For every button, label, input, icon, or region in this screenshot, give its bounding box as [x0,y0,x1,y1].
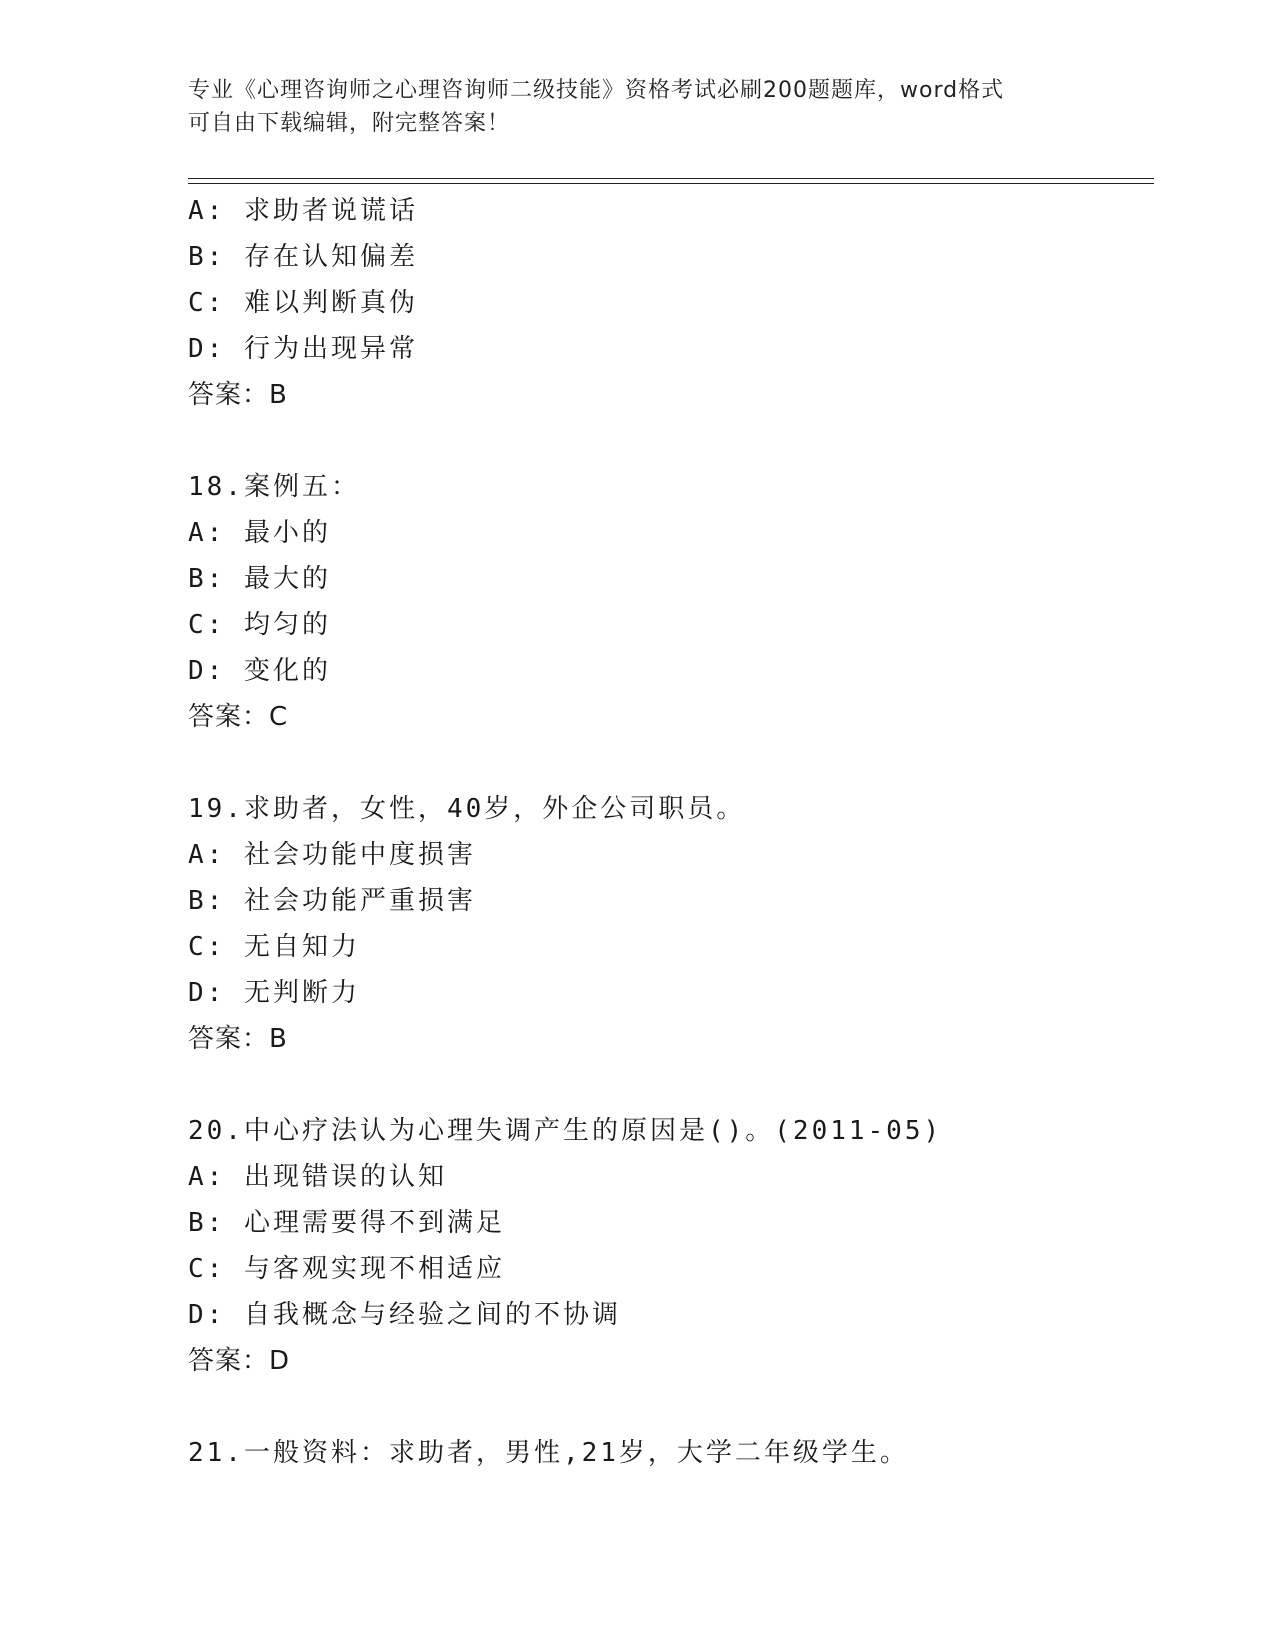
question-20 [188,1108,1154,1384]
question-text: 20.中心疗法认为心理失调产生的原因是()。(2011-05) [188,1116,943,1146]
answer: 答案：B [188,380,288,410]
header-line-1: 专业《心理咨询师之心理咨询师二级技能》资格考试必刷200题题库，word格式 [188,78,1005,103]
option-b: B: 最大的 [188,564,331,594]
question-18 [188,464,1154,740]
header-divider-top [188,178,1154,179]
question-list [188,188,1154,1476]
question-21 [188,1430,1154,1476]
spacer [188,740,1154,786]
spacer [188,418,1154,464]
option-d: D: 行为出现异常 [188,334,418,364]
option-b: B: 存在认知偏差 [188,242,418,272]
document-header [188,74,1088,140]
option-a: A: 求助者说谎话 [188,196,418,226]
option-d: D: 无判断力 [188,978,360,1008]
option-a: A: 社会功能中度损害 [188,840,476,870]
answer: 答案：B [188,1024,288,1054]
question-text: 21.一般资料：求助者，男性,21岁，大学二年级学生。 [188,1438,909,1468]
answer: 答案：C [188,702,289,732]
option-a: A: 最小的 [188,518,331,548]
option-c: C: 与客观实现不相适应 [188,1254,505,1284]
option-b: B: 心理需要得不到满足 [188,1208,505,1238]
option-d: D: 自我概念与经验之间的不协调 [188,1300,621,1330]
option-c: C: 无自知力 [188,932,360,962]
option-d: D: 变化的 [188,656,331,686]
question-text: 18.案例五： [188,472,360,502]
spacer [188,1384,1154,1430]
question-17-continued [188,188,1154,418]
option-c: C: 难以判断真伪 [188,288,418,318]
question-19 [188,786,1154,1062]
option-a: A: 出现错误的认知 [188,1162,447,1192]
option-c: C: 均匀的 [188,610,331,640]
header-line-2: 可自由下载编辑，附完整答案！ [188,111,511,136]
answer: 答案：D [188,1346,291,1376]
spacer [188,1062,1154,1108]
option-b: B: 社会功能严重损害 [188,886,476,916]
header-divider-bottom [188,183,1154,184]
question-text: 19.求助者，女性，40岁，外企公司职员。 [188,794,746,824]
